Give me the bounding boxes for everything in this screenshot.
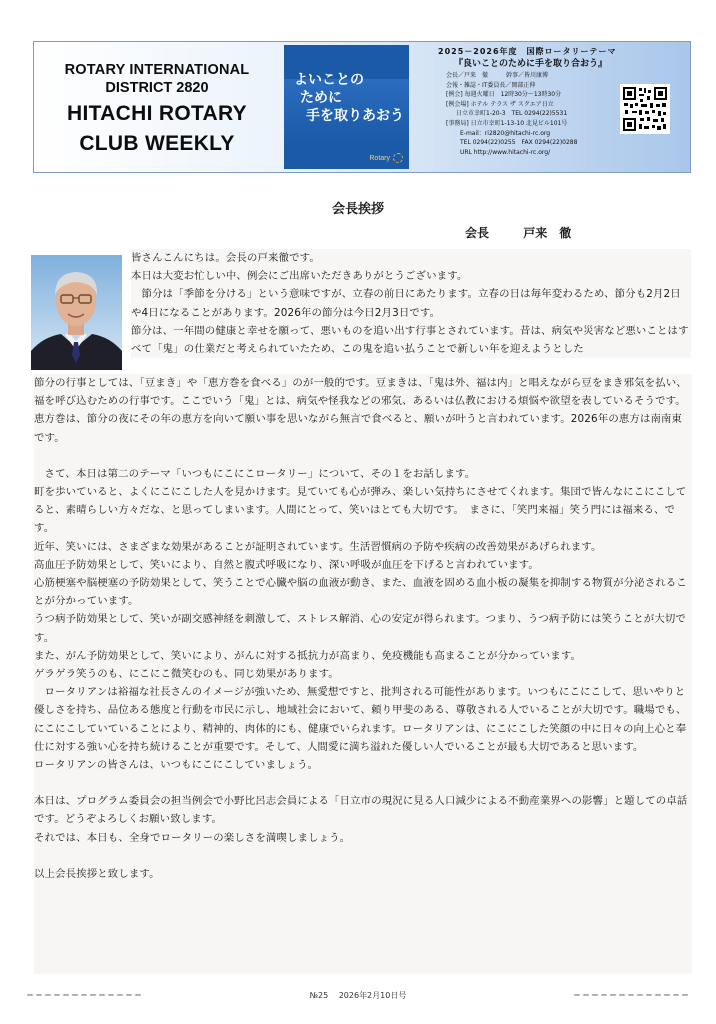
intro-paragraph: 本日は大変お忙しい中、例会にご出席いただきありがとうございます。 [131,270,468,283]
body-paragraph: ロータリアンの皆さんは、いつもにこにこしていましょう。 [34,759,319,772]
theme-card-text [294,71,406,125]
tel-fax: TEL 0294(22)0255 FAX 0294(22)0288 [460,139,578,147]
article-title: 会長挨拶 [331,202,384,217]
body-paragraph: また、がん予防効果として、笑いにより、がんに対する抵抗力が高まり、免疫機能も高まることが分かっています。 [34,649,582,662]
body-paragraph: さて、本日は第二のテーマ「いつもにこにこロータリー」について、その１をお話します。 [34,467,476,480]
club-title-block [34,42,280,172]
year-theme: 『良いことのために手を取り合おう』 [454,59,608,69]
intro-paragraph: 節分は「季節を分ける」という意味ですが、立春の前日にあたります。立春の日は毎年変わるため、節分も2月2日や4日になることがあります。2026年の節分は今日2月3日です。 [131,288,681,319]
president-role: 会長 [465,226,490,240]
issue-date: 2026年2月10日号 [338,991,407,1000]
body-paragraph: 町を歩いていると、よくにこにこした人を見かけます。見ていても心が弾み、楽しい気持ちにさせてくれます。集団で皆んなにこにこしてると、素晴らしい方々だな、と思ってしまいます。人間にとって、笑いはとても大切です。 まさに、「笑門来福」笑う門には福来る、です。 [34,486,687,535]
meeting-venue: [例会場] ホテル テラス ザ スクエア日立 [446,100,554,108]
issue-number: №25 [309,991,329,1000]
email[interactable]: E-mail：ri2820@hitachi-rc.org [460,129,551,137]
body-paragraph: 恵方巻は、節分の夜にその年の恵方を向いて願い事を思いながら無言で食べると、願いが叶うと言われています。2026年の恵方は南南東です。 [34,413,683,444]
intro-text [131,249,691,358]
newsletter-header [33,41,691,173]
body-paragraph: 心筋梗塞や脳梗塞の予防効果として、笑うことで心臓や脳の血液が動き、また、血液を固める血小板の凝集を抑制する物質が分泌されることが分かっています。 [34,577,687,608]
body-paragraph: うつ病予防効果として、笑いが副交感神経を刺激して、ストレス解消、心の安定が得られます。つまり、うつ病予防には笑うことが大切です。 [34,613,686,644]
rotary-wheel-icon [393,153,403,163]
title-line-4: CLUB WEEKLY [79,132,235,155]
body-paragraph: 本日は、プログラム委員会の担当例会で小野比呂志会員による「日立市の現況に見る人口減少による不動産業界への影響」と題しての卓話です。どうぞよろしくお願い致します。 [34,795,688,826]
qr-code-icon[interactable] [620,84,670,134]
body-paragraph: ロータリアンは裕福な社長さんのイメージが強いため、無愛想ですと、批判される可能性があります。いつもにこにこして、思いやりと優しさを持ち、品位ある態度と行動を市民に示し、地域社会において、頼り甲斐のある、尊敬される人でいることが大切です。職場でも、にこにこしていていることにより、精神的、肉体的にも、健康でいられます。ロータリアンは、にこにこした笑顔の中に日々の向上心と奉仕に対する強い心を持ち続けることが重要です。そして、人間愛に満ち溢れた優しい人でいることが最も大切であると思います。 [34,686,687,753]
body-paragraph: 高血圧予防効果として、笑いにより、自然と腹式呼吸になり、深い呼吸が血圧を下げると言われています。 [34,558,539,571]
theme-card [284,45,409,169]
rotary-label: Rotary [369,154,390,162]
intro-paragraph: 皆さんこんにちは。会長の戸来徹です。 [131,252,320,264]
intro-paragraph: 節分は、一年間の健康と幸せを願って、悪いものを追い出す行事とされています。昔は、病気や災害など悪いことはすべて「鬼」の仕業だと考えられていたため、この鬼を追い払うことで新しい年を迎えようとした [131,324,689,356]
body-paragraph: 近年、笑いには、さまざまな効果があることが証明されています。生活習慣病の予防や疾病の改善効果があげられます。 [34,540,602,553]
theme-card-line-2: ために [300,90,342,106]
president-signature [465,224,571,241]
theme-card-line-3: 手を取りあおう [306,108,404,124]
theme-card-line-1: よいことの [294,72,364,88]
rotary-logo [369,153,403,163]
president-name: 戸来 徹 [523,226,572,240]
year-theme-label: 2025－2026年度 国際ロータリーテーマ [438,47,617,56]
body-paragraph: 節分の行事としては、「豆まき」や「恵方巻を食べる」のが一般的です。豆まきは、「鬼は外、福は内」と唱えながら豆をまき邪気を払い、福を呼び込むための行事です。ここでいう「鬼」とは、病気や怪我などの邪気、あるいは仏教における煩悩や欲望を表しているそうです。 [34,377,687,408]
venue-address: 日立市幸町1-20-3 TEL 0294(22)5531 [456,110,568,118]
body-paragraph: ゲラゲラ笑うのも、にこにこ微笑むのも、同じ効果があります。 [34,668,339,681]
page-footer [0,990,716,1004]
article-body [34,374,692,974]
club-info [424,46,624,157]
meeting-time: [例会] 毎週火曜日 12時30分～13時30分 [446,91,562,99]
footer-divider-right: ＝＝＝＝＝＝＝＝＝＝＝＝＝ [573,991,690,1000]
president-photo [31,255,122,370]
title-line-2: DISTRICT 2820 [105,80,209,96]
website-url[interactable]: URL http://www.hitachi-rc.org/ [460,148,551,156]
title-line-1: ROTARY INTERNATIONAL [64,62,250,78]
footer-divider-left: ＝＝＝＝＝＝＝＝＝＝＝＝＝ [26,991,143,1000]
committee-chair: 会報・雑誌・IT委員長／岡部正伸 [446,81,536,89]
body-paragraph: それでは、本日も、全身でロータリーの楽しさを満喫しましょう。 [34,831,351,844]
closing-paragraph: 以上会長挨拶と致します。 [34,867,160,880]
title-line-3: HITACHI ROTARY [67,102,247,125]
office-address: [事務局] 日立市幸町1-13-10 北見ビル101号 [446,119,568,127]
officers: 会長／戸来 徹 幹事／皆川康博 [446,72,549,79]
